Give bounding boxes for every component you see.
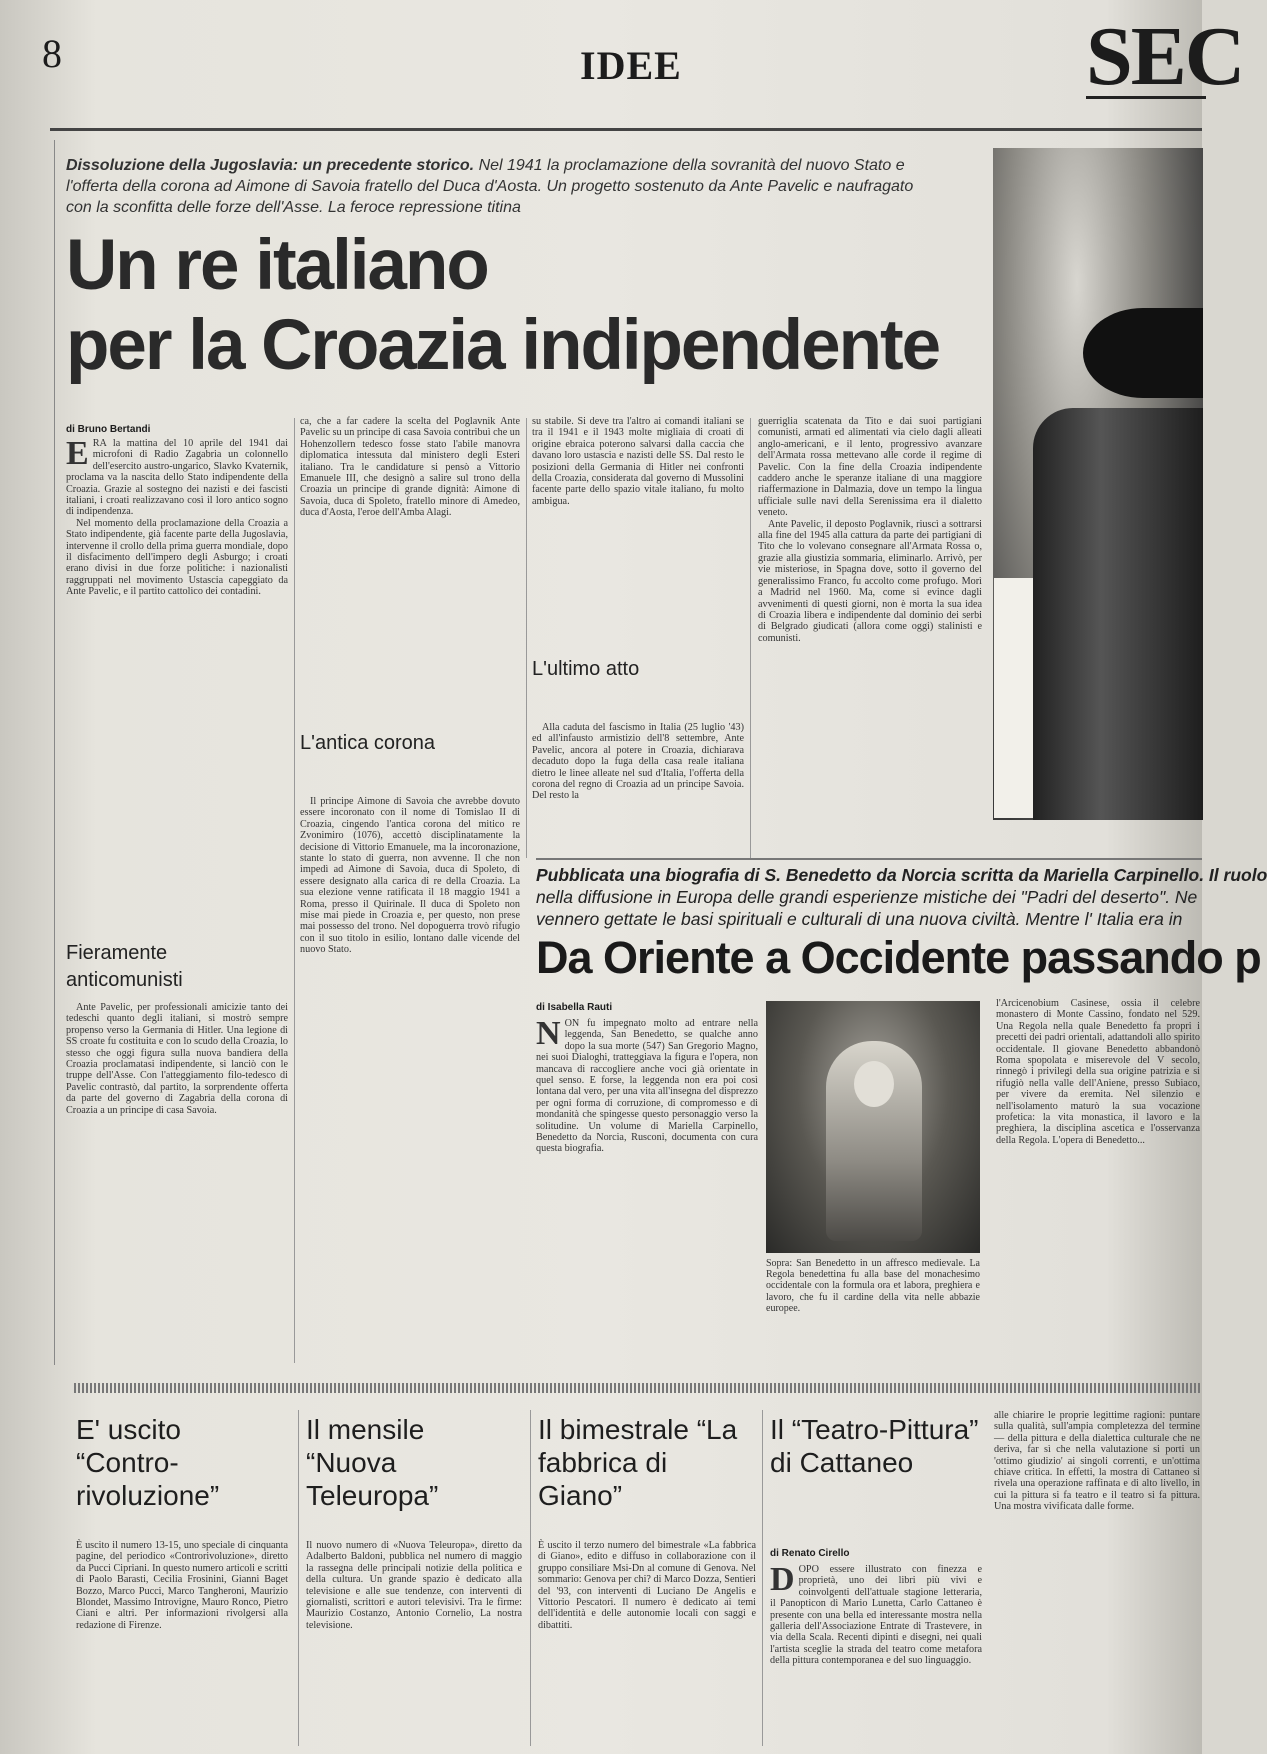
top-rule — [50, 128, 1202, 131]
masthead — [1086, 10, 1244, 103]
article2-caption: Sopra: San Benedetto in un affresco medievale. La Regola benedettina fu alla base del monachesimo occidentale con la formula ora et labora, preghiera e lavoro, che fu il cardine della vita nelle abbazie europee. — [766, 1258, 980, 1314]
article2-col3-para1: l'Arcicenobium Casinese, ossia il celebre monastero di Monte Cassino, fondato nel 529. Una Regola nella quale Benedetto fa propri i precetti dei padri orientali, adattandoli allo spirito occidentale. Il giovane Benedetto abbandonò Roma spopolata e miserevole del V secolo, rinnegò i privilegi della sua origine patrizia e si rifugiò nella valle dell'Aniene, presso Subiaco, per vivere da eremita. Nel silenzio e nell'isolamento maturò la sua vocazione profetica: la vita monastica, il lavoro e la preghiera, la disciplina ascetica e l'osservanza della Regola. L'opera di Benedetto... — [996, 998, 1200, 1146]
article1-column-2b — [300, 796, 520, 1360]
article1-kicker — [66, 155, 926, 218]
box4-para1: OPO essere illustrato con finezza e proprietà, uno dei libri più vivi e coinvolgenti dell'attuale stagione letteraria, il Panopticon di Mario Lunetta, Carlo Cattaneo è presente con una bella ed interessante mostra nella galleria dell'Associazione Entrate di Trastevere, in via della Scala. Recenti dipinti e disegni, nei quali l'artista sceglie la strada del teatro come metafora della pittura contemporanea e del suo linguaggio. — [770, 1564, 982, 1667]
box2-title: Il mensile “Nuova Teleuropa” — [306, 1414, 439, 1511]
article1-column-4 — [758, 416, 982, 856]
article2-dropcap: N — [536, 1015, 561, 1052]
column-rule — [750, 418, 751, 858]
article1-subhead-1: Fieramente anticomunisti — [66, 942, 183, 991]
column-rule — [298, 1410, 299, 1746]
column-rule — [762, 1410, 763, 1746]
section-title: IDEE — [580, 43, 682, 88]
photo1-hat — [1083, 308, 1203, 398]
article1-column-1 — [66, 435, 288, 920]
article1-kicker-bold: Dissoluzione della Jugoslavia: un precedente storico. — [66, 157, 475, 174]
article2-kicker — [536, 864, 1267, 930]
article2-kicker-line1: Pubblicata una biografia di S. Benedetto da Norcia scritta da Mariella Carpinello. Il ruolo — [536, 865, 1267, 885]
article2-kicker-line3: vennero gettate le basi spirituali e culturali di una nuova civiltà. Mentre l' Italia era in — [536, 909, 1183, 929]
article1-kicker-rest: Nel 1941 la proclamazione della sovranità del nuovo Stato e l'offerta della corona ad Aimone di Savoia fratello del Duca d'Aosta. Un progetto sostenuto da Ante Pavelic e naufragato con la sconfitta delle forze dell'Asse. La feroce repressione titina — [66, 157, 914, 216]
article2-headline: Da Oriente a Occidente passando p — [536, 932, 1261, 983]
article1-column-2 — [300, 416, 520, 724]
article2-column-1 — [536, 1015, 758, 1363]
article2-kicker-line2: nella diffusione in Europa delle grandi esperienze mistiche dei "Padri del deserto". Ne — [536, 887, 1198, 907]
box4-byline: di Renato Cirello — [770, 1548, 850, 1559]
box1-text: È uscito il numero 13-15, uno speciale di cinquanta pagine, del periodico «Controrivoluzione», diretto da Pucci Cipriani. In questo numero articoli e scritti di Paolo Barasti, Cecilia Frosinini, Gianni Baget Bozzo, Marco Pucci, Marco Tangheroni, Maurizio Blondet, Massimo Introvigne, Mauro Ronco, Pietro Ciani e altri. Per informazioni rivolgersi alla redazione di Firenze. — [76, 1540, 288, 1631]
bottom-divider — [74, 1383, 1202, 1393]
column-rule — [526, 418, 527, 858]
article1-col4-para2: Ante Pavelic, il deposto Poglavnik, riuscì a sottrarsi alla fine del 1945 alla cattura da parte dei partigiani di Tito che lo volevano consegnare all'Armata Rossa o, grazie alla giustizia sommaria, eliminarlo. Arrivò, per vie misteriose, in Spagna dove, sotto il governo del generalissimo Franco, fu accolto come profugo. Morì a Madrid nel 1960. Ma, come si evince dagli avvenimenti di questi giorni, non è morta la sua idea di Croazia libera e indipendente dal dominio dei serbi di Belgrado giudicati (allora come oggi) stalinisti e comunisti. — [758, 518, 982, 644]
article1-headline-line2: per la Croazia indipendente — [66, 306, 940, 385]
article1-headline — [66, 226, 946, 386]
photo2-face — [854, 1061, 894, 1107]
box3-title: Il bimestrale “La fabbrica di Giano” — [538, 1414, 738, 1511]
article1-col2-para1: ca, che a far cadere la scelta del Poglavnik Ante Pavelic su un principe di casa Savoia contribuì che un Hohenzollern tedesco fosse stato l'abile manovra diplomatica intessuta dal ministero degli Esteri italiano. Tra le candidature si pensò a Vittorio Emanuele III, che designò a salire sul trono della Croazia un principe di grande dignità: Aimone di Savoia, duca di Spoleto, fratello minore di Amedeo, duca d'Aosta, l'eroe dell'Amba Alagi. — [300, 416, 520, 519]
box4-title: Il “Teatro-Pittura” di Cattaneo — [770, 1414, 979, 1478]
article1-headline-line1: Un re italiano — [66, 226, 488, 305]
column-rule — [294, 418, 295, 1363]
article1-col3-para1: su stabile. Si deve tra l'altro ai comandi italiani se tra il 1941 e il 1943 molte migliaia di croati di origine ebraica poterono salvarsi dalla caccia che davano loro ustascia e nazisti delle SS. Dal resto le posizioni della Germania di Hitler nei confronti della Croazia, considerata dal governo di Mussolini facente parte dello spazio vitale italiano, fu molto ambigua. — [532, 416, 744, 507]
article1-col1-para1: RA la mattina del 10 aprile del 1941 dai microfoni di Radio Zagabria un colonnello dell'esercito austro-ungarico, Slavko Kvaternik, proclama va la nascita dello Stato indipendente della Croazia. Grazie al sostegno dei nazisti e dei fascisti italiani, i croati realizzavano così il loro antico sogno di indipendenza. — [66, 438, 288, 518]
article1-column-3 — [532, 416, 744, 648]
box4-text — [770, 1561, 982, 1746]
article2-byline: di Isabella Rauti — [536, 1002, 613, 1013]
article1-col2-para2: Il principe Aimone di Savoia che avrebbe dovuto essere incoronato con il nome di Tomislao II di Croazia, cingendo l'antica corona del mitico re Zvonimiro (1076), accettò disciplinatamente la decisione di Vittorio Emanuele, ma la incoronazione, stante lo stato di guerra, non avvenne. Il che non impedì ad Aimone di Savoia, duca di Spoleto, di essere designato alla carica di re della Croazia. La sua elezione venne ratificata il 18 maggio 1941 a Roma, presso il Quirinale. Il duca di Spoleto non mise mai piede in Croazia e, per questo, non prese mai possesso del trono. Nel dopoguerra trovò rifugio con il suo titolo in esilio, lontano dalle vicende del nuovo Stato. — [300, 796, 520, 956]
article1-subhead-3: L'ultimo atto — [532, 658, 640, 680]
article1-subhead-2: L'antica corona — [300, 732, 436, 754]
article2-column-3 — [996, 998, 1200, 1363]
article1-col4-para1: guerriglia scatenata da Tito e dai suoi partigiani comunisti, armati ed alimentati via cielo dagli alleati anglo-americani, e il lento, progressivo avanzare dell'Armata rossa mettevano alle corde il regime di Pavelic. Con la fine della Croazia indipendente caddero anche le speranze italiane di una maggiore riaffermazione in Dalmazia, dove un tempo la lingua ufficiale sulle navi della Serenissima era il dialetto veneto. — [758, 416, 982, 519]
article1-photo — [993, 148, 1203, 820]
article1-dropcap: E — [66, 435, 89, 472]
box1-title: E' uscito “Contro-rivoluzione” — [76, 1414, 220, 1511]
box4-text-continued: alle chiarire le proprie legittime ragioni: puntare sulla qualità, sull'ampia completezza del termine — della pittura e della dialettica culturale che ne deriva, far sì che nella valutazione si porti un 'ottimo giudizio' ai singoli correnti, e un'ottima chiave critica. In effetti, la mostra di Cattaneo si rivela una operazione raffinata e di alto livello, in cui la pittura si fa teatro e il teatro si fa pittura. Una mostra vivificata dalle forme. — [994, 1410, 1200, 1513]
article1-col3-para2: Alla caduta del fascismo in Italia (25 luglio '43) ed all'infausto armistizio dell'8 settembre, Ante Pavelic, ancora al potere in Croazia, dichiarava decaduto dopo la fuga della casa reale italiana dietro le linee alleate nel sud d'Italia, l'offerta della corona del regno di Croazia ad un principe Savoia. Del resto la — [532, 722, 744, 802]
article1-col1-para3: Ante Pavelic, per professionali amicizie tanto dei tedeschi quanto degli italiani, si mostrò sempre propenso verso la Germania di Hitler. Una legione di SS croate fu costituita e con lo scudo della Croazia, lo stesso che oggi figura sulla nuova bandiera della Croazia proclamatasi indipendente, si lanciò con le truppe dell'Asse. Con l'atteggiamento filo-tedesco di Pavelic contrastò, dal partito, la sorprendente offerta da parte del governo di Zagabria della corona di Croazia a un principe di casa Savoia. — [66, 1002, 288, 1116]
box3-text: È uscito il terzo numero del bimestrale «La fabbrica di Giano», edito e diffuso in collaborazione con il gruppo consiliare Msi-Dn al comune di Genova. Nel sommario: Genova per chi? di Marco Dozza, Sentieri del '93, con interventi di Luciano De Angelis e Vittorio Pescatori. Il numero è dedicato ai temi dell'identità e delle autonomie locali con saggi e dibattiti. — [538, 1540, 756, 1631]
article1-col1-para2: Nel momento della proclamazione della Croazia a Stato indipendente, già facente parte della Jugoslavia, intervenne il crollo della prima guerra mondiale, dopo il disfacimento dell'impero degli Asburgo; i croati erano divisi in due forze politiche: i nazionalisti raggruppati nel movimento Ustascia capeggiato da Ante Pavelic, e il partito cattolico dei contadini. — [66, 517, 288, 598]
article2-top-rule — [536, 858, 1202, 860]
photo1-figure — [1033, 408, 1203, 820]
article1-byline: di Bruno Bertandi — [66, 424, 151, 435]
box2-text: Il nuovo numero di «Nuova Teleuropa», diretto da Adalberto Baldoni, pubblica nel numero di maggio la rassegna delle principali notizie della politica e della cultura. Un grande spazio è dedicato alla televisione e alle sue tendenze, con interventi di giornalisti, scrittori e autori televisivi. Tra le firme: Maurizio Costanzo, Antonio Cornelio, La nostra televisione. — [306, 1540, 522, 1631]
article2-col1-para1: ON fu impegnato molto ad entrare nella leggenda, San Benedetto, se qualche anno dopo la sua morte (547) San Gregorio Magno, nei suoi Dialoghi, tratteggiava la figura e l'opera, non mancava di raccogliere anche voci già orientate in quel senso. E forse, la leggenda non era poi così lontana dal vero, per una vita all'insegna del disprezzo per ogni forma di corruzione, di compromesso e di mondanità che spingesse questo personaggio verso la solitudine. Un volume di Mariella Carpinello, Benedetto da Norcia, Rusconi, documenta con cura questa biografia. — [536, 1018, 758, 1155]
masthead-text: SEC — [1086, 10, 1244, 103]
box4-dropcap: D — [770, 1561, 795, 1598]
column-rule — [530, 1410, 531, 1746]
article2-photo — [766, 1001, 980, 1253]
article1-column-3b — [532, 722, 744, 852]
article1-column-1b — [66, 1002, 288, 1360]
page-number: 8 — [42, 31, 62, 76]
